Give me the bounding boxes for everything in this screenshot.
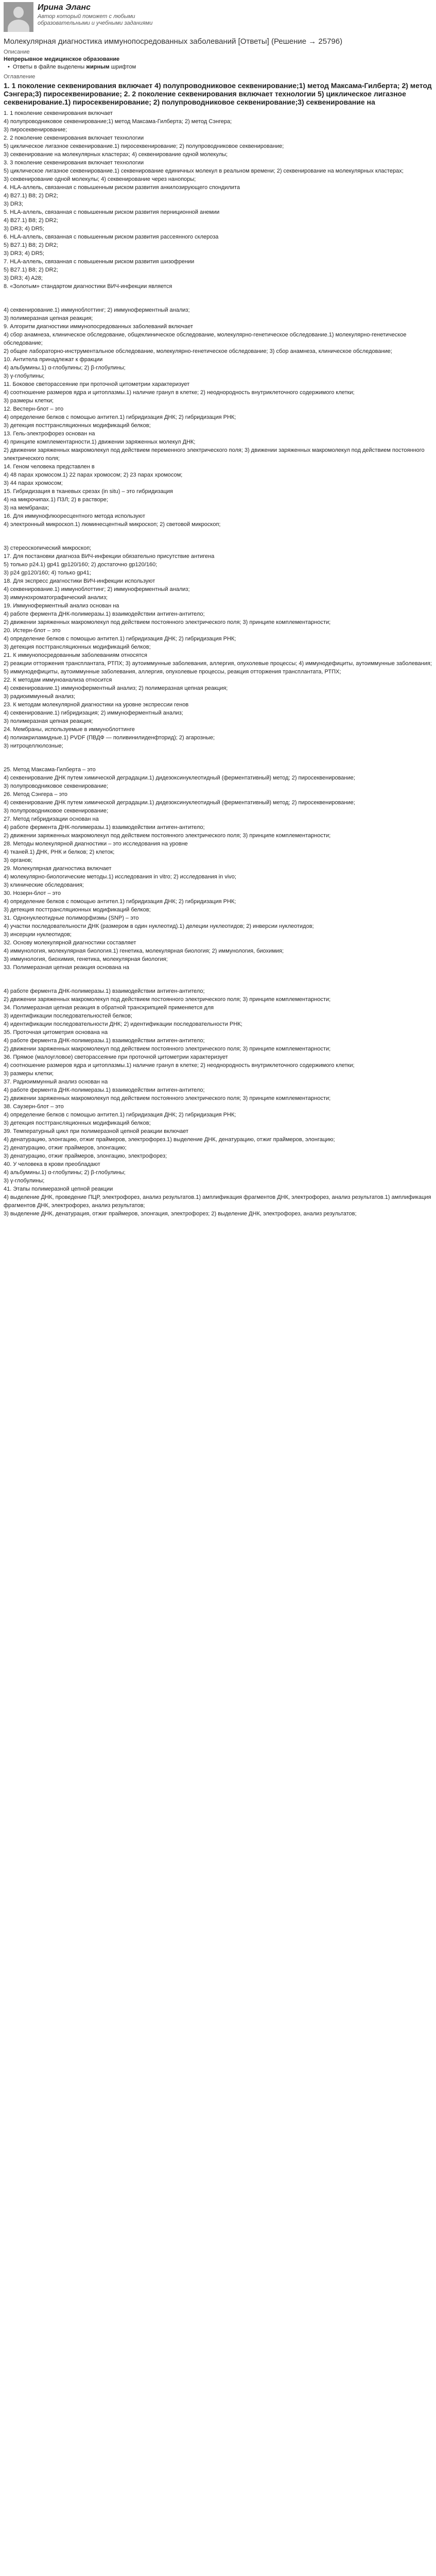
- question-line: 4) секвенирование ДНК путем химической деградации.1) дидезоксинуклеотидный (ферментативный) метод; 2) пиросеквенирование;: [4, 775, 355, 781]
- block-spacer: [4, 291, 432, 306]
- question-line: 5) B27.1) B8; 2) DR2;: [4, 242, 58, 248]
- question-line: 15. Гибридизация в тканевых срезах (in situ) – это гибридизация: [4, 488, 173, 495]
- question-line: 27. Метод гибридизации основан на: [4, 816, 99, 822]
- question-line: 17. Для постановки диагноза ВИЧ-инфекции обязательно присутствие антигена: [4, 553, 215, 560]
- question-line: 4) денатурацию, элонгацию, отжиг праймеров, электрофорез.1) выделение ДНК, денатурацию, отжиг праймеров, элонгацию;: [4, 1137, 335, 1143]
- question-line: 4) работе фермента ДНК-полимеразы.1) взаимодействии антиген-антитело;: [4, 1038, 205, 1044]
- bullet-icon: •: [8, 64, 10, 70]
- question-line: 4) работе фермента ДНК-полимеразы.1) взаимодействии антиген-антитело;: [4, 611, 205, 617]
- question-line: 31. Однонуклеотидные полиморфизмы (SNP) – это: [4, 915, 139, 921]
- question-line: 4) определение белков с помощью антител.1) гибридизация ДНК; 2) гибридизация РНК;: [4, 636, 236, 642]
- question-line: 4) соотношение размеров ядра и цитоплазмы.1) наличие гранул в клетке; 2) неоднородность внутриклеточного содержимого клетки;: [4, 1062, 355, 1069]
- question-line: 4) тканей.1) ДНК, РНК и белков; 2) клеток;: [4, 849, 115, 855]
- question-line: 21. К иммунопосредованным заболеваниям относятся: [4, 652, 147, 658]
- question-line: 4) полупроводниковое секвенирование;1) метод Максама-Гилберта; 2) метод Сэнгера;: [4, 118, 232, 125]
- question-line: 4) определение белков с помощью антител.1) гибридизация ДНК; 2) гибридизация РНК;: [4, 899, 236, 905]
- question-line: 3) γ-глобулины;: [4, 1178, 45, 1184]
- question-line: 7. HLA-аллель, связанная с повышенным риском развития шизофрении: [4, 259, 195, 265]
- question-line: 4) B27.1) B8; 2) DR2;: [4, 193, 58, 199]
- question-line: 5. HLA-аллель, связанная с повышенным риском развития перниционной анемии: [4, 209, 220, 215]
- question-line: 32. Основу молекулярной диагностики составляет: [4, 940, 136, 946]
- question-line: 3) DR3; 4) A28;: [4, 275, 43, 281]
- question-line: 3) денатурацию, отжиг праймеров, элонгацию, электрофорез;: [4, 1153, 167, 1159]
- question-line: 4) определение белков с помощью антител.1) гибридизация ДНК; 2) гибридизация РНК;: [4, 414, 236, 420]
- question-line: 3) секвенирование одной молекулы; 4) секвенирование через нанопоры;: [4, 176, 196, 182]
- question-line: 3) детекция посттрансляционных модификаций белков;: [4, 1120, 151, 1126]
- toc-label: Оглавление: [4, 74, 36, 80]
- question-line: 3) детекция посттрансляционных модификаций белков;: [4, 422, 151, 429]
- author-description: Автор который поможет с любыми образовательными и учебными заданиями: [38, 13, 153, 26]
- question-line: 4) полиакриламидные.1) PVDF (ПВДФ — поливинилиденфторид); 2) агарозные;: [4, 735, 215, 741]
- question-line: 4) альбумины.1) α-глобулины; 2) β-глобулины;: [4, 365, 126, 371]
- question-line: 18. Для экспресс диагностики ВИЧ-инфекции используют: [4, 578, 155, 584]
- question-line: 14. Геном человека представлен в: [4, 464, 95, 470]
- question-line: 1. 1 поколение секвенирования включает: [4, 110, 113, 116]
- question-line: 20. Истерн-блот – это: [4, 628, 61, 634]
- question-line: 24. Мембраны, используемые в иммуноблоттинге: [4, 726, 135, 733]
- question-line: 4) принципе комплементарности.1) движении заряженных молекул ДНК;: [4, 439, 196, 445]
- question-line: 33. Полимеразная цепная реакция основана на: [4, 964, 129, 971]
- question-line: 4) альбумины.1) α-глобулины; 2) β-глобулины;: [4, 1170, 126, 1176]
- question-line: 6. HLA-аллель, связанная с повышенным риском развития рассеянного склероза: [4, 234, 219, 240]
- block-spacer: [4, 529, 432, 544]
- question-line: 3) радиоиммунный анализ;: [4, 693, 75, 700]
- question-line: 4) участки последовательности ДНК (размером в один нуклеотид).1) делеции нуклеотидов; 2) инверсии нуклеотидов;: [4, 923, 314, 929]
- question-line: 4) определение белков с помощью антител.1) гибридизация ДНК; 2) гибридизация РНК;: [4, 1112, 236, 1118]
- question-line: 4) секвенирование.1) иммуноблоттинг; 2) иммуноферментный анализ;: [4, 307, 190, 313]
- block-spacer: [4, 750, 432, 766]
- question-line: 3) иммунология, биохимия, генетика, молекулярная биология;: [4, 956, 168, 962]
- question-line: 3) органов;: [4, 857, 33, 863]
- question-line: 3) на мембранах;: [4, 505, 49, 511]
- question-line: 12. Вестерн-блот – это: [4, 406, 64, 412]
- question-line: 3) полимеразная цепная реакция;: [4, 718, 93, 724]
- question-line: 16. Для иммунофлюоресцентного метода используют: [4, 513, 145, 519]
- question-line: 3) клинические обследования;: [4, 882, 84, 888]
- author-name[interactable]: Ирина Эланс: [38, 3, 91, 12]
- question-line: 2. 2 поколение секвенирования включает технологии: [4, 135, 144, 141]
- answers-note-suffix: шрифтом: [109, 64, 136, 70]
- avatar: [4, 2, 33, 32]
- question-line: 4) секвенирование.1) иммуноблоттинг; 2) иммуноферментный анализ;: [4, 586, 190, 592]
- question-line: 4) соотношение размеров ядра и цитоплазмы.1) наличие гранул в клетке; 2) неоднородность внутриклеточного содержимого клетки;: [4, 389, 355, 396]
- question-line: 3) пиросеквенирование;: [4, 127, 67, 133]
- document-page: [0, 0, 436, 1218]
- question-line: 4. HLA-аллель, связанная с повышенным риском развития анкилозирующего спондилита: [4, 184, 240, 191]
- question-line: 3) DR3;: [4, 201, 23, 207]
- block-spacer: [4, 972, 432, 987]
- question-line: 4) 48 парах хромосом.1) 22 парах хромосом; 2) 23 парах хромосом;: [4, 472, 183, 478]
- question-line: 4) электронный микроскоп.1) люминесцентный микроскоп; 2) световой микроскоп;: [4, 521, 221, 528]
- question-line: 2) движении заряженных макромолекул под действием постоянного электрического поля; 3) принципе комплементарности;: [4, 619, 331, 625]
- question-line: 4) на микрочипах.1) П3Л; 2) в растворе;: [4, 497, 108, 503]
- answers-note-bold: жирным: [86, 64, 110, 70]
- question-line: 30. Нозерн-блот – это: [4, 890, 61, 896]
- question-line: 4) идентификации последовательности ДНК; 2) идентификации последовательности РНК;: [4, 1021, 242, 1027]
- question-line: 3. 3 поколение секвенирования включает технологии: [4, 160, 144, 166]
- question-line: 8. «Золотым» стандартом диагностики ВИЧ-инфекции является: [4, 283, 172, 290]
- question-line: 3) DR3; 4) DR5;: [4, 250, 44, 257]
- question-line: 3) нитроцеллюлозные;: [4, 743, 63, 749]
- question-line: 4) секвенирование ДНК путем химической деградации.1) дидезоксинуклеотидный (ферментативный) метод; 2) пиросеквенирование;: [4, 800, 355, 806]
- question-line: 3) DR3; 4) DR5;: [4, 226, 44, 232]
- question-line: 2) денатурацию, отжиг праймеров, элонгацию;: [4, 1145, 127, 1151]
- question-line: 3) идентификации последовательностей белков;: [4, 1013, 132, 1019]
- question-line: 35. Проточная цитометрия основана на: [4, 1029, 108, 1036]
- question-line: 4) сбор анамнеза, клиническое обследование, общеклиническое обследование, молекулярно-генетическое обследование.1) молекулярно-генетическое обследование;: [4, 332, 407, 346]
- question-line: 22. К методам иммуноанализа относится: [4, 677, 112, 683]
- question-line: 36. Прямое (малоугловое) светорассеяние при проточной цитометрии характеризует: [4, 1054, 228, 1060]
- question-line: 5) B27.1) B8; 2) DR2;: [4, 267, 58, 273]
- question-line: 3) полупроводниковое секвенирование;: [4, 783, 109, 789]
- question-line: 10. Антитела принадлежат к фракции: [4, 357, 103, 363]
- question-line: 3) γ-глобулины;: [4, 373, 45, 379]
- question-line: 4) секвенирование.1) иммуноферментный анализ; 2) полимеразная цепная реакция;: [4, 685, 228, 691]
- author-header: [4, 2, 432, 36]
- author-info: [38, 2, 171, 27]
- question-block: [4, 750, 432, 972]
- question-line: 2) движении заряженных макромолекул под действием постоянного электрического поля; 3) принципе комплементарности;: [4, 996, 331, 1003]
- question-line: 3) размеры клетки;: [4, 398, 54, 404]
- question-line: 26. Метод Сэнгера – это: [4, 791, 68, 798]
- question-line: 2) движении заряженных макромолекул под действием постоянного электрического поля; 3) принципе комплементарности;: [4, 1095, 331, 1101]
- question-line: 37. Радиоиммунный анализ основан на: [4, 1079, 108, 1085]
- question-line: 4) секвенирование.1) гибридизация; 2) иммуноферментный анализ;: [4, 710, 183, 716]
- question-block: [4, 291, 432, 529]
- description-label: Описание: [4, 49, 30, 55]
- question-line: 3) полупроводниковое секвенирование;: [4, 808, 109, 814]
- question-line: 11. Боковое светорассеяние при проточной цитометрии характеризует: [4, 381, 190, 387]
- question-line: 3) инсерции нуклеотидов;: [4, 931, 72, 938]
- question-line: 3) p24 gp120/160; 4) только gp41;: [4, 570, 91, 576]
- question-line: 40. У человека в крови преобладают: [4, 1161, 100, 1167]
- document-title: Молекулярная диагностика иммунопосредованных заболеваний [Ответы] (Решение → 25796): [4, 37, 343, 46]
- answers-note: [8, 63, 432, 71]
- question-line: 5) циклическое лигазное секвенирование.1) пиросеквенирование; 2) полупроводниковое секвенирование;: [4, 143, 284, 149]
- question-line: 34. Полимеразная цепная реакция в обратной транскрипцией применяется для: [4, 1005, 214, 1011]
- question-line: 5) циклическое лигазное секвенирование.1) секвенирование единичных молекул в реальном времени; 2) секвенирование на молекулярных кластерах;: [4, 168, 404, 174]
- question-line: 2) движении заряженных макромолекул под действием постоянного электрического поля; 3) принципе комплементарности;: [4, 1046, 331, 1052]
- question-line: 4) работе фермента ДНК-полимеразы.1) взаимодействии антиген-антитело;: [4, 1087, 205, 1093]
- question-line: 4) иммунология, молекулярная биология.1) генетика, молекулярная биология; 2) иммунология, биохимия;: [4, 948, 284, 954]
- question-line: 2) общее лабораторно-инструментальное обследование, молекулярно-генетическое обследование; 3) сбор анамнеза, клиническое обследование;: [4, 348, 392, 354]
- question-block: [4, 529, 432, 750]
- question-line: 4) работе фермента ДНК-полимеразы.1) взаимодействии антиген-антитело;: [4, 824, 205, 831]
- question-line: 19. Иммуноферментный анализ основан на: [4, 603, 119, 609]
- questions-content: [4, 106, 432, 1218]
- question-block: [4, 972, 432, 1218]
- question-line: 4) работе фермента ДНК-полимеразы.1) взаимодействии антиген-антитело;: [4, 988, 205, 994]
- question-line: 3) 44 парах хромосом;: [4, 480, 63, 486]
- first-question-heading: 1. 1 поколение секвенирования включает 4) полупроводниковое секвенирование;1) метод Максама-Гилберта; 2) метод Сэнгера;3) пиросеквенирование; 2. 2 поколение секвенирования включает технологии 5) циклическое лигазное секвенирование.1) пиросеквенирование; 2) полупроводниковое секвенирование;3) секвенирование на: [4, 81, 432, 106]
- question-line: 9. Алгоритм диагностики иммунопосредованных заболеваний включает: [4, 324, 193, 330]
- question-line: 2) движении заряженных макромолекул под действием переменного электрического поля; 3) движении заряженных макромолекул под действием постоянного электрического поля;: [4, 447, 425, 462]
- question-line: 2) движении заряженных макромолекул под действием постоянного электрического поля; 3) принципе комплементарности;: [4, 833, 331, 839]
- question-line: 4) молекулярно-биологические методы.1) исследования in vitro; 2) исследования in vivo;: [4, 874, 236, 880]
- question-line: 3) выделение ДНК, денатурация, отжиг праймеров, элонгация, электрофорез; 2) выделение ДНК, электрофорез, анализ результатов;: [4, 1211, 357, 1217]
- answers-note-prefix: Ответы в файле выделены: [12, 64, 86, 70]
- question-line: 5) иммунодефициты, аутоиммунные заболевания, аллергия, опухолевые процессы, реакция отторжения трансплантата, РТПХ;: [4, 669, 341, 675]
- question-line: 38. Саузерн-блот – это: [4, 1104, 64, 1110]
- question-block: [4, 106, 432, 291]
- question-line: 4) выделение ДНК, проведение ПЦР, электрофорез, анализ результатов.1) амплификация фрагментов ДНК, электрофорез, анализ результатов.1) амплификация фрагментов ДНК, электрофорез, анализ результатов;: [4, 1194, 431, 1209]
- question-line: 28. Методы молекулярной диагностики – это исследования на уровне: [4, 841, 188, 847]
- question-line: 2) реакции отторжения трансплантата, РТПХ; 3) аутоиммунные заболевания, аллергия, опухолевые процессы; 4) иммунодефициты, аутоиммунные заболевания;: [4, 660, 432, 667]
- question-line: 23. К методам молекулярной диагностики на уровне экспрессии генов: [4, 702, 189, 708]
- question-line: 25. Метод Максама-Гилберта – это: [4, 767, 96, 773]
- question-line: 29. Молекулярная диагностика включает: [4, 866, 112, 872]
- question-line: 3) стереоскопический микроскоп;: [4, 545, 92, 551]
- question-line: 5) только p24.1) gp41 gp120/160; 2) достаточно gp120/160;: [4, 562, 158, 568]
- question-line: 3) секвенирование на молекулярных кластерах; 4) секвенирование одной молекулы;: [4, 151, 228, 158]
- question-line: 39. Температурный цикл при полимеразной цепной реакции включает: [4, 1128, 189, 1134]
- question-line: 3) иммунохроматографический анализ;: [4, 595, 108, 601]
- course-name: Непрерывное медицинское образование: [4, 56, 120, 62]
- question-line: 3) детекция посттрансляционных модификаций белков;: [4, 907, 151, 913]
- question-line: 3) детекция посттрансляционных модификаций белков;: [4, 644, 151, 650]
- question-line: 13. Гель-электрофорез основан на: [4, 431, 95, 437]
- question-line: 3) размеры клетки;: [4, 1071, 54, 1077]
- question-line: 3) полимеразная цепная реакция;: [4, 315, 93, 321]
- question-line: 41. Этапы полимеразной цепной реакции: [4, 1186, 113, 1192]
- question-line: 4) B27.1) B8; 2) DR2;: [4, 217, 58, 224]
